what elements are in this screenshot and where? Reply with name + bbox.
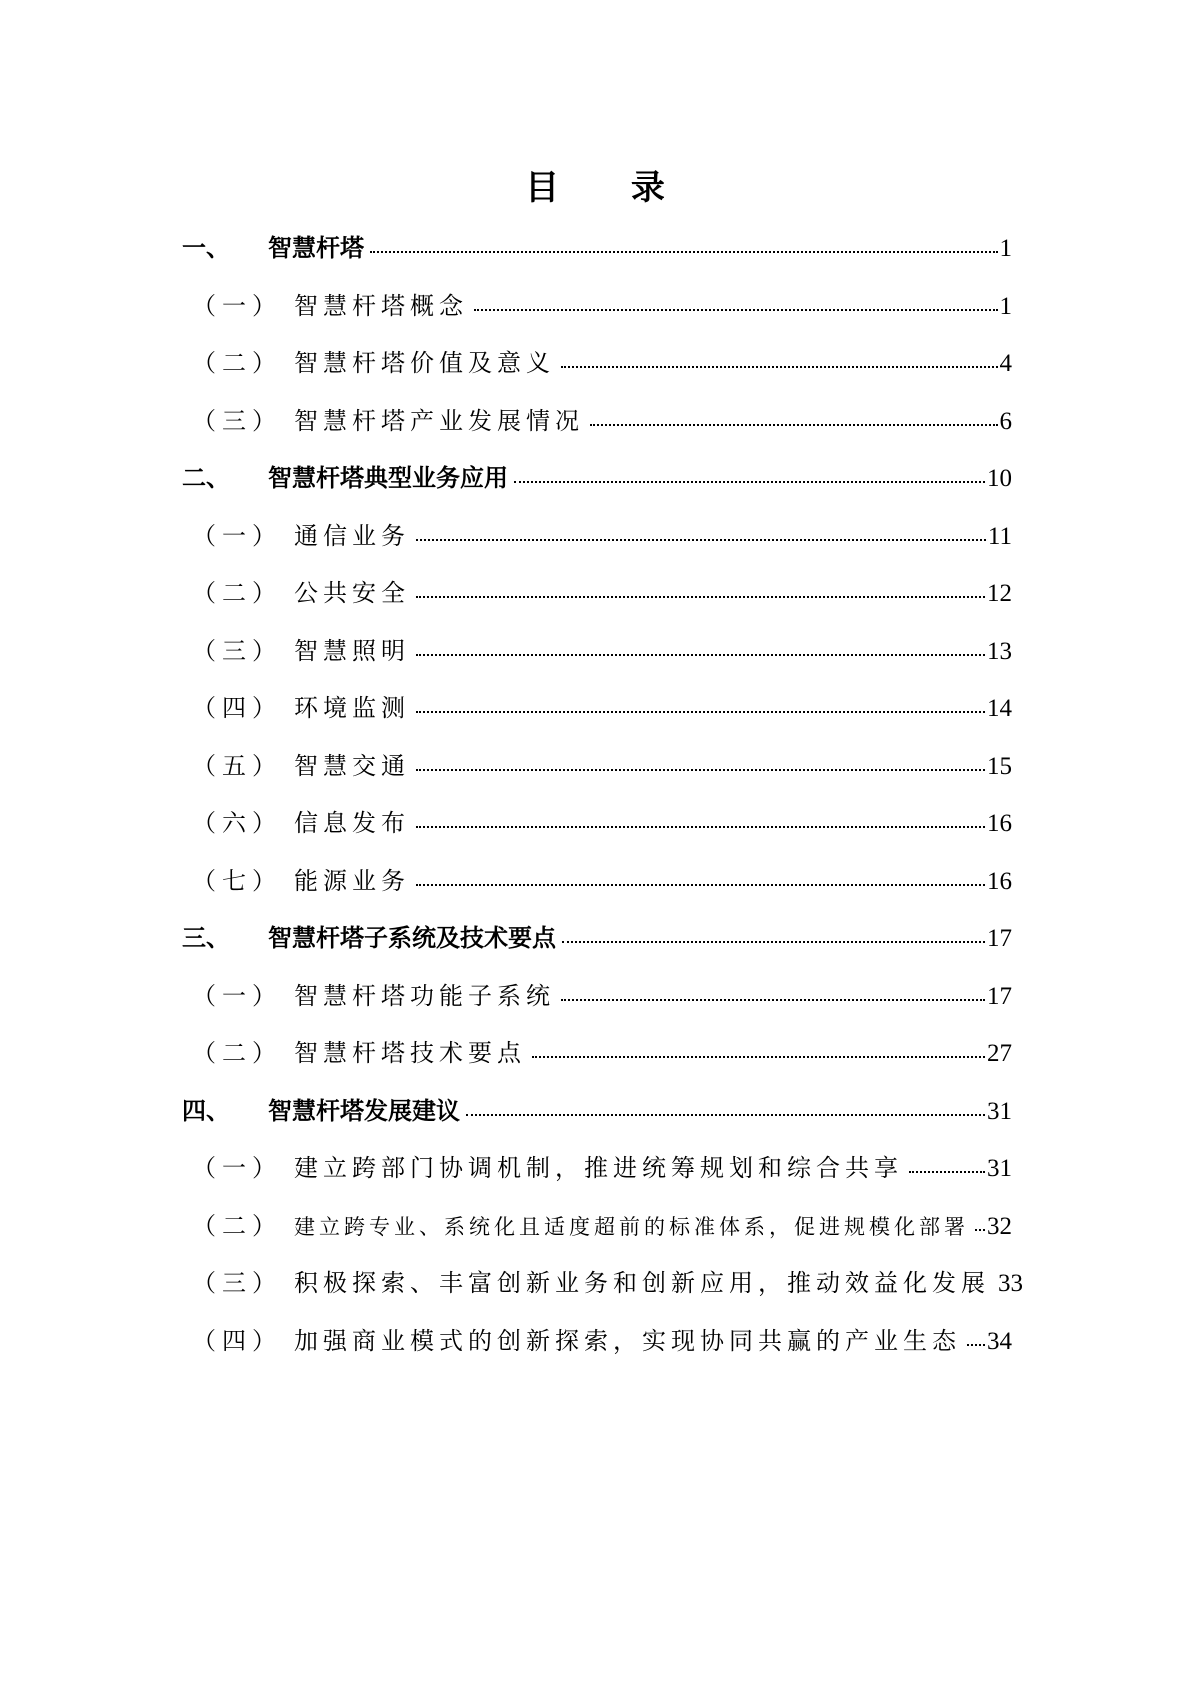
toc-entry-number: 一、 [182, 234, 230, 262]
toc-dot-leader [532, 1054, 985, 1058]
toc-chapter-entry[interactable] [182, 1091, 1012, 1149]
toc-dot-leader [562, 939, 985, 943]
toc-dot-leader [514, 479, 985, 483]
toc-entry-number: （一） [192, 521, 282, 550]
toc-section-entry[interactable] [182, 1321, 1012, 1379]
toc-dot-leader [416, 594, 985, 598]
toc-dot-leader [416, 824, 985, 828]
toc-chapter-entry[interactable] [182, 228, 1012, 286]
toc-entry-title: 智慧杆塔产业发展情况 [294, 406, 584, 435]
toc-dot-leader [416, 652, 985, 656]
toc-dot-leader [909, 1169, 985, 1173]
toc-entry-number: （七） [192, 866, 282, 895]
toc-dot-leader [561, 364, 998, 368]
toc-section-entry[interactable] [182, 401, 1012, 459]
toc-dot-leader [416, 537, 986, 541]
toc-page-number: 33 [998, 1270, 1023, 1297]
toc-section-entry[interactable] [182, 976, 1012, 1034]
toc-entry-number: （六） [192, 809, 282, 837]
toc-dot-leader [975, 1227, 985, 1231]
toc-entry-number: 二、 [182, 464, 230, 492]
toc-dot-leader [416, 767, 985, 771]
toc-entry-title: 能源业务 [294, 866, 410, 895]
toc-page-number: 10 [987, 465, 1012, 492]
toc-entry-number: （一） [192, 1154, 282, 1182]
toc-section-entry[interactable] [182, 631, 1012, 689]
toc-section-entry[interactable] [182, 861, 1012, 919]
toc-chapter-entry[interactable] [182, 918, 1012, 976]
toc-entry-title: 加强商业模式的创新探索，实现协同共赢的产业生态 [294, 1326, 961, 1355]
toc-section-entry[interactable] [182, 516, 1012, 574]
toc-entry-number: （二） [192, 1039, 282, 1067]
toc-page-number: 11 [987, 522, 1012, 550]
toc-page-number: 1 [999, 235, 1012, 262]
toc-page-number: 15 [987, 752, 1012, 780]
toc-section-entry[interactable] [182, 1206, 1012, 1264]
toc-entry-number: （五） [192, 751, 282, 780]
toc-page-number: 16 [987, 867, 1012, 895]
toc-page-number: 13 [987, 637, 1012, 665]
toc-entry-number: （四） [192, 694, 282, 722]
toc-page-number: 6 [999, 407, 1012, 435]
toc-entry-title: 公共安全 [294, 579, 410, 607]
toc-page-number: 1 [999, 292, 1012, 320]
toc-entry-title: 智慧交通 [294, 751, 410, 780]
toc-page-number: 16 [987, 810, 1012, 837]
toc-page-number: 17 [987, 925, 1012, 952]
toc-page-number: 32 [987, 1212, 1012, 1240]
toc-dot-leader [370, 249, 998, 253]
toc-page-number: 31 [987, 1155, 1012, 1182]
toc-entry-title: 智慧杆塔功能子系统 [294, 981, 555, 1010]
toc-dot-leader [466, 1112, 985, 1116]
toc-section-entry[interactable] [182, 688, 1012, 746]
toc-page-number: 14 [987, 695, 1012, 722]
toc-entry-number: （三） [192, 1269, 282, 1297]
toc-entry-title: 建立跨部门协调机制，推进统筹规划和综合共享 [294, 1154, 903, 1182]
toc-entry-number: （二） [192, 349, 282, 377]
toc-entry-number: （一） [192, 291, 282, 320]
toc-entry-title: 智慧杆塔子系统及技术要点 [268, 924, 556, 952]
toc-entry-title: 智慧杆塔概念 [294, 291, 468, 320]
toc-page-number: 34 [987, 1327, 1012, 1355]
toc-chapter-entry[interactable] [182, 458, 1012, 516]
toc-entry-number: （一） [192, 981, 282, 1010]
toc-section-entry[interactable] [182, 746, 1012, 804]
toc-entry-title: 智慧杆塔发展建议 [268, 1096, 460, 1125]
toc-section-entry[interactable] [182, 803, 1012, 861]
toc-page-number: 4 [999, 350, 1012, 377]
toc-section-entry[interactable] [182, 286, 1012, 344]
toc-section-entry[interactable] [182, 1033, 1012, 1091]
table-of-contents [182, 228, 1023, 1378]
toc-entry-number: （二） [192, 579, 282, 607]
toc-dot-leader [416, 709, 985, 713]
toc-dot-leader [561, 997, 985, 1001]
toc-section-entry[interactable] [182, 1148, 1012, 1206]
toc-entry-title: 智慧杆塔 [268, 234, 364, 262]
toc-dot-leader [590, 422, 998, 426]
toc-entry-title: 通信业务 [294, 521, 410, 550]
toc-entry-number: （三） [192, 406, 282, 435]
toc-dot-leader [967, 1342, 985, 1346]
toc-entry-number: 四、 [182, 1096, 230, 1125]
toc-entry-title: 智慧照明 [294, 636, 410, 665]
toc-dot-leader [474, 307, 998, 311]
toc-entry-number: （二） [192, 1211, 282, 1240]
toc-entry-title: 信息发布 [294, 809, 410, 837]
toc-page-number: 31 [987, 1097, 1012, 1125]
toc-entry-number: （四） [192, 1326, 282, 1355]
toc-section-entry[interactable] [182, 573, 1012, 631]
toc-entry-title: 建立跨专业、系统化且适度超前的标准体系，促进规模化部署 [294, 1214, 969, 1239]
toc-page-number: 17 [987, 982, 1012, 1010]
toc-dot-leader [416, 882, 985, 886]
toc-entry-number: （三） [192, 636, 282, 665]
toc-entry-title: 智慧杆塔价值及意义 [294, 349, 555, 377]
toc-entry-title: 智慧杆塔技术要点 [294, 1039, 526, 1067]
page-title: 目 录 [525, 168, 695, 208]
toc-section-entry[interactable] [182, 1263, 1023, 1321]
toc-entry-title: 环境监测 [294, 694, 410, 722]
toc-page-number: 12 [987, 580, 1012, 607]
toc-page-number: 27 [987, 1040, 1012, 1067]
toc-entry-title: 积极探索、丰富创新业务和创新应用，推动效益化发展 [294, 1269, 990, 1297]
toc-section-entry[interactable] [182, 343, 1012, 401]
toc-entry-title: 智慧杆塔典型业务应用 [268, 464, 508, 492]
toc-entry-number: 三、 [182, 924, 230, 952]
